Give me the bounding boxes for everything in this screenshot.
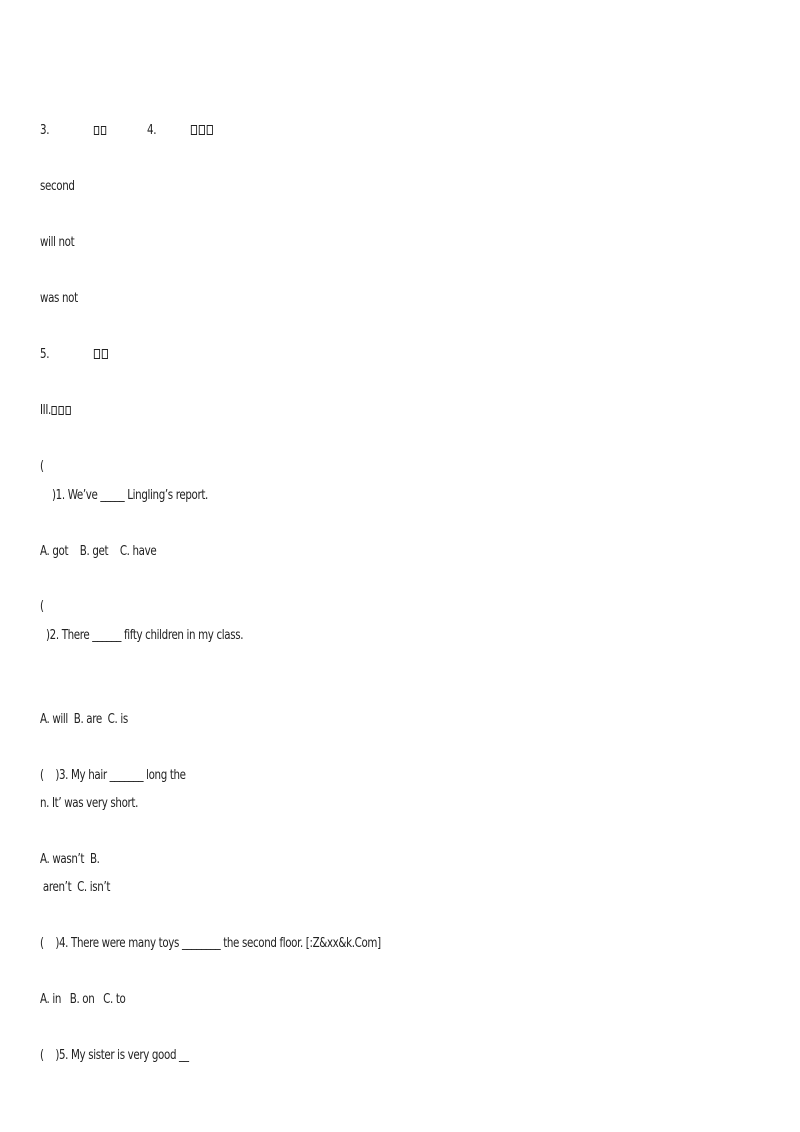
question-1-options — [40, 544, 156, 560]
item-3-number: 3. — [40, 123, 50, 138]
question-4-stem: ( )4. There were many toys ________ the second floor. [:Z&xx&k.Com] — [40, 936, 381, 951]
item-3-answer — [93, 123, 107, 139]
question-5-stem: ( )5. My sister is very good __ — [40, 1048, 189, 1063]
word-will-not: will not — [40, 235, 75, 250]
question-1-paren: ( — [40, 459, 44, 474]
missing-glyph-icon — [94, 126, 99, 135]
question-3-options-line-1: A. wasn’t B. — [40, 852, 100, 867]
item-5-number: 5. — [40, 347, 50, 362]
question-1-stem: )1. We’ve _____ Lingling’s report. — [52, 488, 208, 503]
missing-glyph-icon — [94, 349, 100, 359]
missing-glyph-icon — [66, 406, 71, 415]
item-4-number: 4. — [147, 123, 157, 138]
item-4-answer — [190, 123, 214, 139]
section-heading — [40, 403, 72, 419]
missing-glyph-icon — [191, 125, 197, 135]
question-3-stem-line-1: ( )3. My hair _______ long the — [40, 768, 186, 783]
question-2-options: A. will B. are C. is — [40, 712, 128, 727]
question-3-options-line-2: aren’t C. isn’t — [40, 880, 111, 895]
question-2-paren: ( — [40, 599, 44, 614]
missing-glyph-icon — [101, 126, 106, 135]
section-label: III. — [40, 403, 51, 418]
word-was-not: was not — [40, 291, 78, 306]
missing-glyph-icon — [102, 349, 108, 359]
item-5-answer — [93, 347, 109, 363]
missing-glyph-icon — [199, 125, 205, 135]
question-1-options-text: A. got B. get C. have — [40, 544, 157, 559]
missing-glyph-icon — [59, 406, 64, 415]
missing-glyph-icon — [52, 406, 57, 415]
question-4-options: A. in B. on C. to — [40, 992, 126, 1007]
missing-glyph-icon — [207, 125, 213, 135]
question-2-stem: )2. There ______ fifty children in my class. — [46, 628, 244, 643]
question-3-stem-line-2: n. It’ was very short. — [40, 796, 138, 811]
word-second: second — [40, 179, 75, 194]
